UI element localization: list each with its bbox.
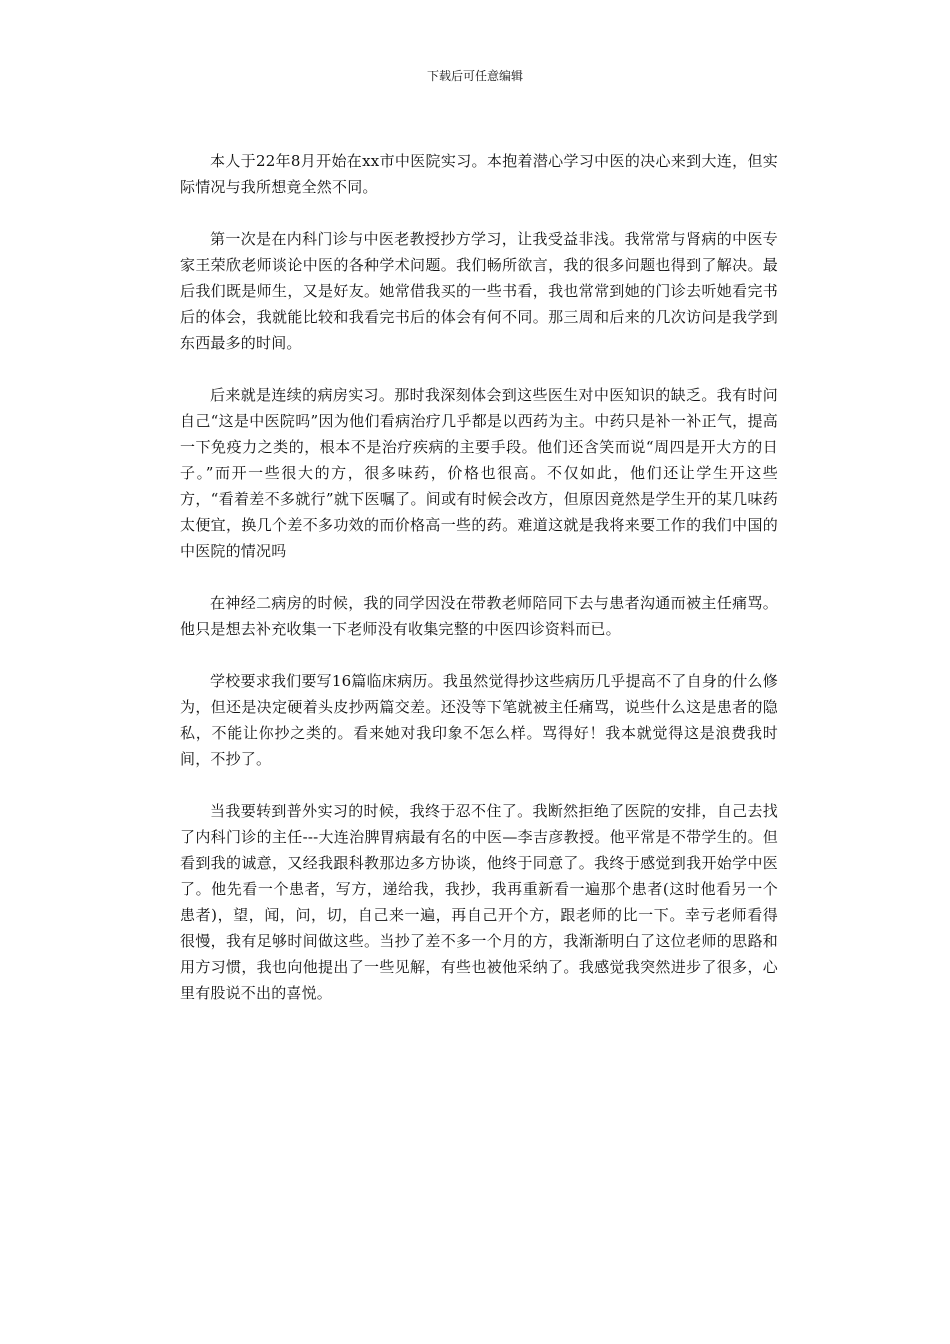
paragraph-5: 学校要求我们要写16篇临床病历。我虽然觉得抄这些病历几乎提高不了自身的什么修为，但还是决定硬着头皮抄两篇交差。还没等下笔就被主任痛骂，说些什么这是患者的隐私，不能让你抄之类的。看来她对我印象不怎么样。骂得好！我本就觉得这是浪费我时间，不抄了。 <box>180 672 778 768</box>
paragraph-2: 第一次是在内科门诊与中医老教授抄方学习，让我受益非浅。我常常与肾病的中医专家王荣欣老师谈论中医的各种学术问题。我们畅所欲言，我的很多问题也得到了解决。最后我们既是师生，又是好友。她常借我买的一些书看，我也常常到她的门诊去听她看完书后的体会，我就能比较和我看完书后的体会有何不同。那三周和后来的几次访问是我学到东西最多的时间。 <box>180 230 778 352</box>
document-body <box>180 148 778 1032</box>
paragraph-6: 当我要转到普外实习的时候，我终于忍不住了。我断然拒绝了医院的安排，自己去找了内科门诊的主任---大连治脾胃病最有名的中医—李吉彦教授。他平常是不带学生的。但看到我的诚意，又经我跟科教那边多方协谈，他终于同意了。我终于感觉到我开始学中医了。他先看一个患者，写方，递给我，我抄，我再重新看一遍那个患者(这时他看另一个患者)，望，闻，问，切，自己来一遍，再自己开个方，跟老师的比一下。幸亏老师看得很慢，我有足够时间做这些。当抄了差不多一个月的方，我渐渐明白了这位老师的思路和用方习惯，我也向他提出了一些见解，有些也被他采纳了。我感觉我突然进步了很多，心里有股说不出的喜悦。 <box>180 802 778 1002</box>
page-header: 下载后可任意编辑 <box>426 69 523 83</box>
paragraph-4: 在神经二病房的时候，我的同学因没在带教老师陪同下去与患者沟通而被主任痛骂。他只是想去补充收集一下老师没有收集完整的中医四诊资料而已。 <box>180 594 778 638</box>
paragraph-1: 本人于22年8月开始在xx市中医院实习。本抱着潜心学习中医的决心来到大连，但实际情况与我所想竟全然不同。 <box>180 152 778 196</box>
paragraph-3: 后来就是连续的病房实习。那时我深刻体会到这些医生对中医知识的缺乏。我有时问自己“这是中医院吗”因为他们看病治疗几乎都是以西药为主。中药只是补一补正气，提高一下免疫力之类的，根本不是治疗疾病的主要手段。他们还含笑而说“周四是开大方的日子。”而开一些很大的方，很多味药，价格也很高。不仅如此，他们还让学生开这些方，“看着差不多就行”就下医嘱了。间或有时候会改方，但原因竟然是学生开的某几味药太便宜，换几个差不多功效的而价格高一些的药。难道这就是我将来要工作的我们中国的中医院的情况吗 <box>180 386 778 560</box>
